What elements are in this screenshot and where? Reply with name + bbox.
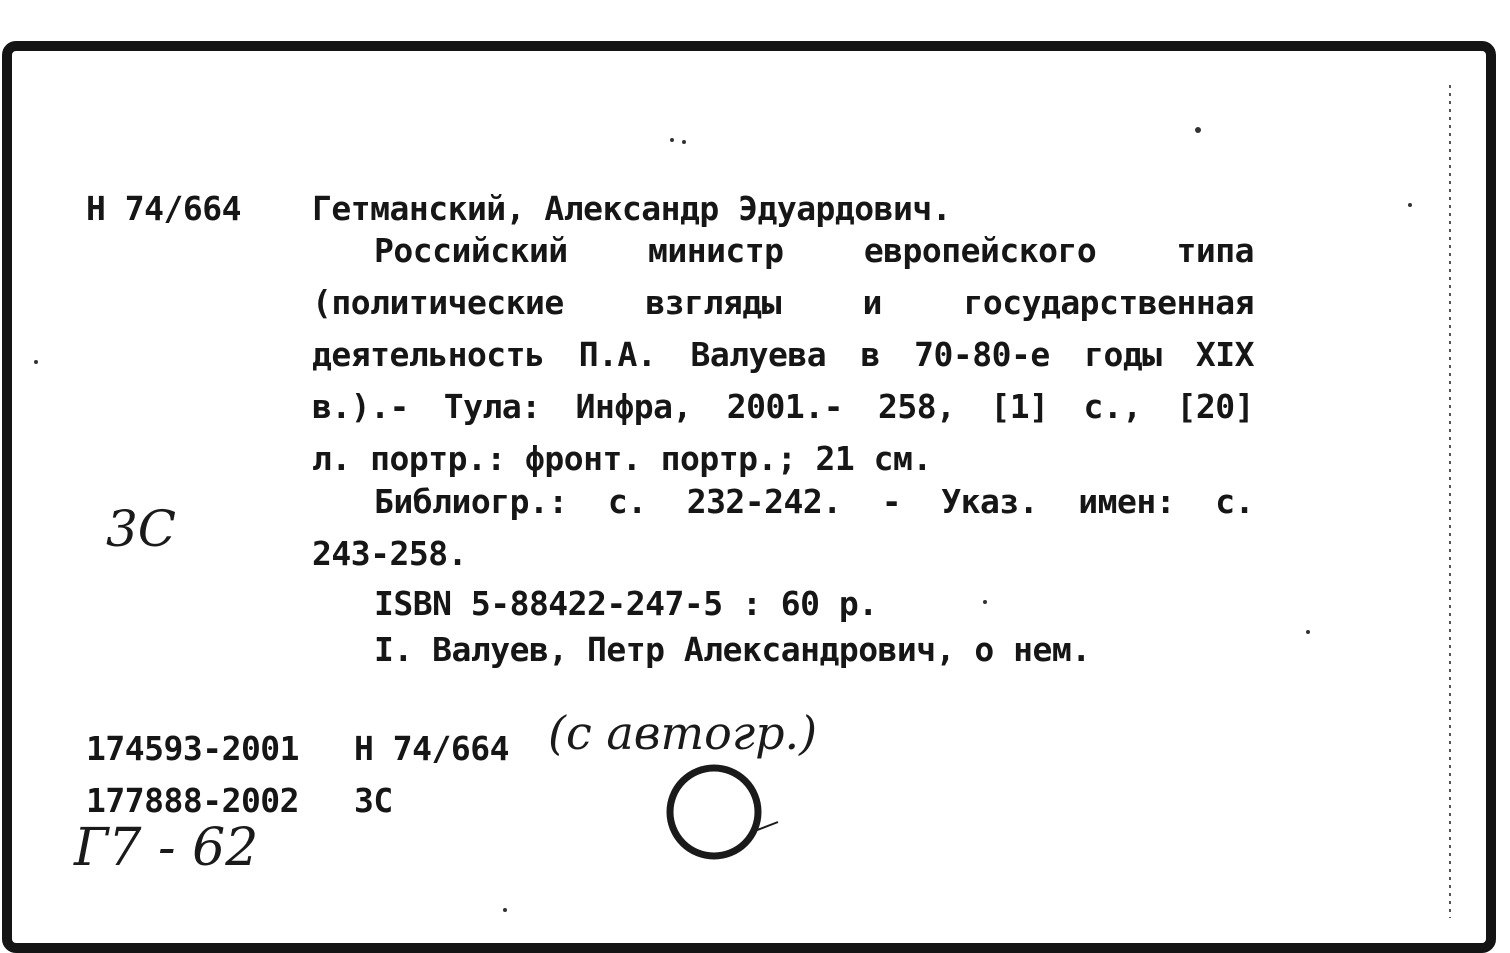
accession-number: 177888-2002 xyxy=(86,781,300,820)
bibliography-line: Библиогр.: с. 232-242. - Указ. имен: с. xyxy=(374,482,1254,521)
bibliography-last-line: 243-258. xyxy=(312,534,467,573)
title-line: (политические взгляды и государственная xyxy=(312,283,1254,322)
title-line: в.).- Тула: Инфра, 2001.- 258, [1] с., [20] xyxy=(312,387,1254,426)
title-line: Российский министр европейского типа xyxy=(374,231,1254,270)
handwritten-bottom-mark: Г7 - 62 xyxy=(74,818,259,878)
scan-specks xyxy=(34,127,1412,912)
author-heading: Гетманский, Александр Эдуардович. xyxy=(312,189,952,228)
stamp-circle xyxy=(670,768,758,856)
title-line: деятельность П.А. Валуева в 70-80-е годы XIX xyxy=(312,335,1254,374)
handwritten-autograph-note: (с автогр.) xyxy=(548,706,818,760)
shelf-location: ЗС xyxy=(354,781,393,820)
subject-entry: I. Валуев, Петр Александрович, о нем. xyxy=(374,630,1091,669)
isbn-line: ISBN 5-88422-247-5 : 60 р. xyxy=(374,584,878,623)
title-last-line: л. портр.: фронт. портр.; 21 см. xyxy=(312,439,932,478)
handwritten-margin-mark: 3С xyxy=(106,500,177,558)
accession-number: 174593-2001 xyxy=(86,729,300,768)
call-number: Н 74/664 xyxy=(86,189,241,228)
shelf-location: Н 74/664 xyxy=(354,729,509,768)
